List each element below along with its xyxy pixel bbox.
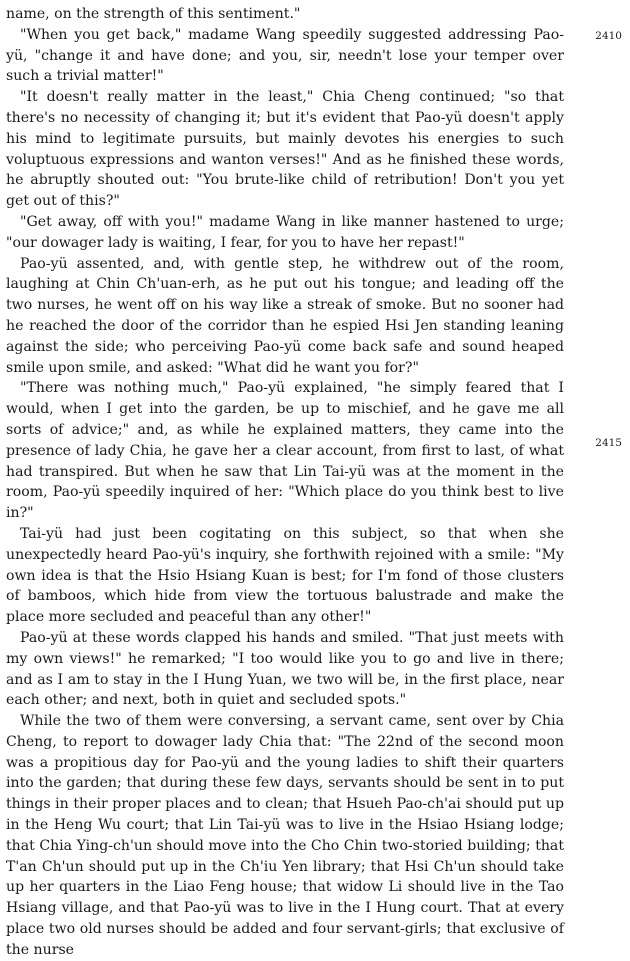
paragraph: "There was nothing much," Pao-yü explained, "he simply feared that I would, when I get into the garden, be up to mischief, and he gave me all sorts of advice;" and, as while he explained matters, they came into the presence of lady Chia, he gave her a clear account, from first to last, of what had transpired. But when he saw that Lin Tai-yü was at the moment in the room, Pao-yü speedily inquired of her: "Which place do you think best to live in?": [6, 380, 564, 522]
line-number: 2415: [595, 437, 622, 449]
body-text: [6, 4, 564, 961]
paragraph: While the two of them were conversing, a servant came, sent over by Chia Cheng, to report to dowager lady Chia that: "The 22nd of the second moon was a propitious day for Pao-yü and the young ladies to shift their quarters into the garden; that during these few days, servants should be sent in to put things in their proper places and to clean; that Hsueh Pao-ch'ai should put up in the Heng Wu court; that Lin Tai-yü was to live in the Hsiao Hsiang lodge; that Chia Ying-ch'un should move into the Cho Chin two-storied building; that T'an Ch'un should put up in the Ch'iu Yen library; that Hsi Ch'un should take up her quarters in the Liao Feng house; that widow Li should live in the Tao Hsiang village, and that Pao-yü was to live in the I Hung court. That at every place two old nurses should be added and four servant-girls; that exclusive of the nurse: [6, 713, 564, 958]
paragraph: Pao-yü at these words clapped his hands and smiled. "That just meets with my own views!" he remarked; "I too would like you to go and live in there; and as I am to stay in the I Hung Yuan, we two will be, in the first place, near each other; and next, both in quiet and secluded spots.": [6, 629, 564, 709]
paragraph: "Get away, off with you!" madame Wang in like manner hastened to urge; "our dowager lady is waiting, I fear, for you to have her repast!": [6, 213, 564, 251]
paragraph: Tai-yü had just been cogitating on this subject, so that when she unexpectedly heard Pao-yü's inquiry, she forthwith rejoined with a smile: "My own idea is that the Hsio Hsiang Kuan is best; for I'm fond of those clusters of bamboos, which hide from view the tortuous balustrade and make the place more secluded and peaceful than any other!": [6, 525, 564, 626]
paragraph: Pao-yü assented, and, with gentle step, he withdrew out of the room, laughing at Chin Ch'uan-erh, as he put out his tongue; and leading off the two nurses, he went off on his way like a streak of smoke. But no sooner had he reached the door of the corridor than he espied Hsi Jen standing leaning against the side; who perceiving Pao-yü come back safe and sound heaped smile upon smile, and asked: "What did he want you for?": [6, 255, 564, 376]
paragraph: "When you get back," madame Wang speedily suggested addressing Pao-yü, "change it and have done; and you, sir, needn't lose your temper over such a trivial matter!": [6, 26, 564, 85]
paragraph: name, on the strength of this sentiment.": [6, 6, 301, 22]
paragraph: "It doesn't really matter in the least," Chia Cheng continued; "so that there's no necessity of changing it; but it's evident that Pao-yü doesn't apply his mind to legitimate pursuits, but mainly devotes his energies to such voluptuous expressions and wanton verses!" And as he finished these words, he abruptly shouted out: "You brute-like child of retribution! Don't you yet get out of this?": [6, 89, 564, 210]
line-number: 2410: [595, 30, 622, 42]
